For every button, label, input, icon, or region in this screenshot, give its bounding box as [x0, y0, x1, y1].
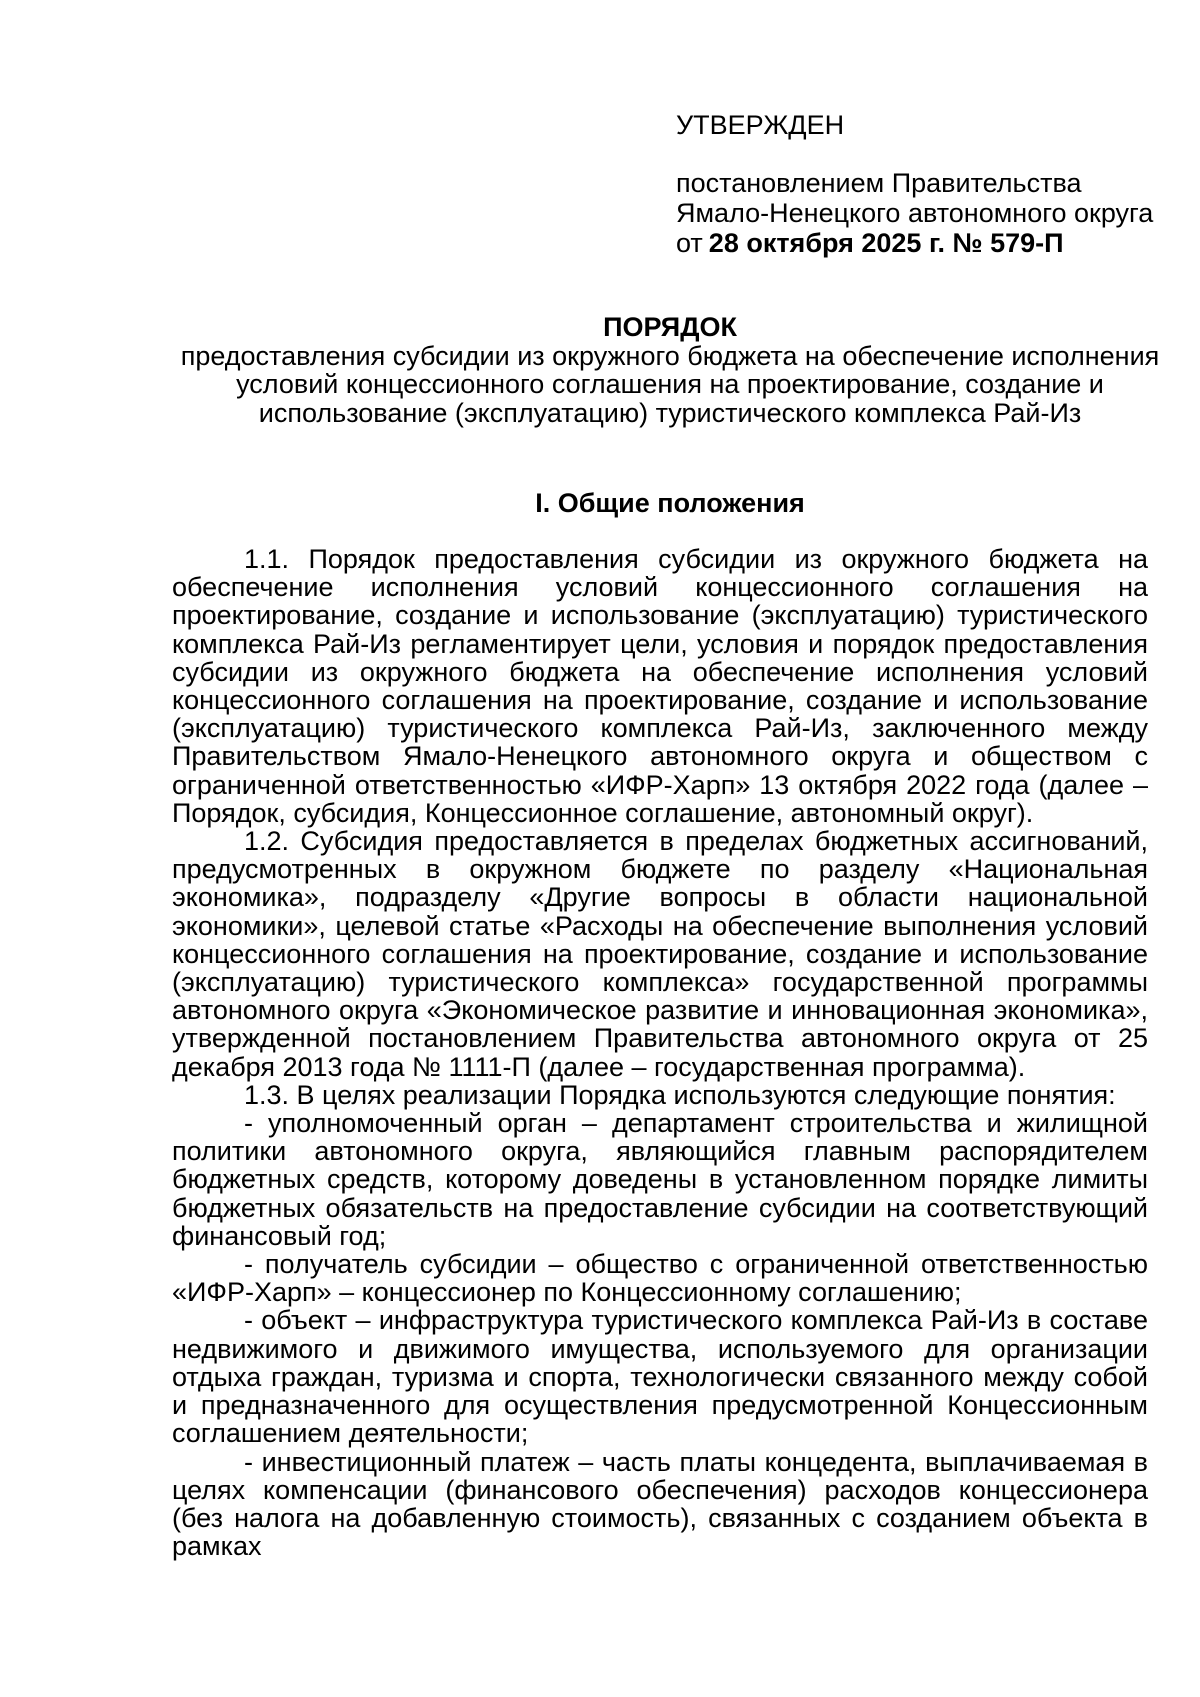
- document-subtitle-line-2: условий концессионного соглашения на проектирование, создание и: [236, 369, 1104, 399]
- definition-object: - объект – инфраструктура туристического комплекса Рай-Из в составе недвижимого и движимого имущества, используемого для организации отдыха граждан, туризма и спорта, технологически связанного между собой и предназначенного для осуществления предусмотренной Концессионным соглашением деятельности;: [172, 1305, 1148, 1449]
- document-title: ПОРЯДОК: [603, 312, 737, 342]
- definition-investment-payment: - инвестиционный платеж – часть платы концедента, выплачиваемая в целях компенсации (финансового обеспечения) расходов концессионера (без налога на добавленную стоимость), связанных с созданием объекта в рамках: [172, 1446, 1148, 1562]
- approval-line-2: Ямало-Ненецкого автономного округа: [676, 198, 1154, 228]
- approval-block: [676, 110, 1176, 258]
- document-subtitle-line-1: предоставления субсидии из окружного бюджета на обеспечение исполнения: [180, 340, 1160, 371]
- approval-date-prefix: от: [676, 228, 703, 258]
- section-heading: I. Общие положения: [535, 488, 805, 518]
- approval-date-line: [676, 228, 1176, 258]
- paragraph-1-3: 1.3. В целях реализации Порядка используются следующие понятия:: [244, 1079, 1116, 1110]
- definition-recipient: - получатель субсидии – общество с ограниченной ответственностью «ИФР-Харп» – концессионер по Концессионному соглашению;: [172, 1249, 1148, 1308]
- definition-authorized-body: - уполномоченный орган – департамент строительства и жилищной политики автономного округа, являющийся главным распорядителем бюджетных средств, которому доведены в установленном порядке лимиты бюджетных обязательств на предоставление субсидии на соответствующий финансовый год;: [172, 1108, 1148, 1251]
- approval-stamp: УТВЕРЖДЕН: [676, 110, 845, 140]
- approval-line-1: постановлением Правительства: [676, 168, 1082, 198]
- document-title-block: [170, 313, 1170, 427]
- paragraph-1-2: 1.2. Субсидия предоставляется в пределах бюджетных ассигнований, предусмотренных в окружном бюджете по разделу «Национальная экономика», подразделу «Другие вопросы в области национальной экономики», целевой статье «Расходы на обеспечение выполнения условий концессионного соглашения на проектирование, создание и использование (эксплуатацию) туристического комплекса» государственной программы автономного округа «Экономическое развитие и инновационная экономика», утвержденной постановлением Правительства автономного округа от 25 декабря 2013 года № 1111-П (далее – государственная программа).: [172, 826, 1148, 1082]
- document-subtitle-line-3: использование (эксплуатацию) туристического комплекса Рай-Из: [258, 397, 1082, 428]
- paragraph-1-1: 1.1. Порядок предоставления субсидии из окружного бюджета на обеспечение исполнения условий концессионного соглашения на проектирование, создание и использование (эксплуатацию) туристического комплекса Рай-Из регламентирует цели, условия и порядок предоставления субсидии из окружного бюджета на обеспечение исполнения условий концессионного соглашения на проектирование, создание и использование (эксплуатацию) туристического комплекса Рай-Из, заключенного между Правительством Ямало-Ненецкого автономного округа и обществом с ограниченной ответственностью «ИФР-Харп» 13 октября 2022 года (далее – Порядок, субсидия, Концессионное соглашение, автономный округ).: [172, 544, 1148, 828]
- document-body: [172, 545, 1148, 1560]
- decree-number: 28 октября 2025 г. № 579-П: [708, 228, 1064, 258]
